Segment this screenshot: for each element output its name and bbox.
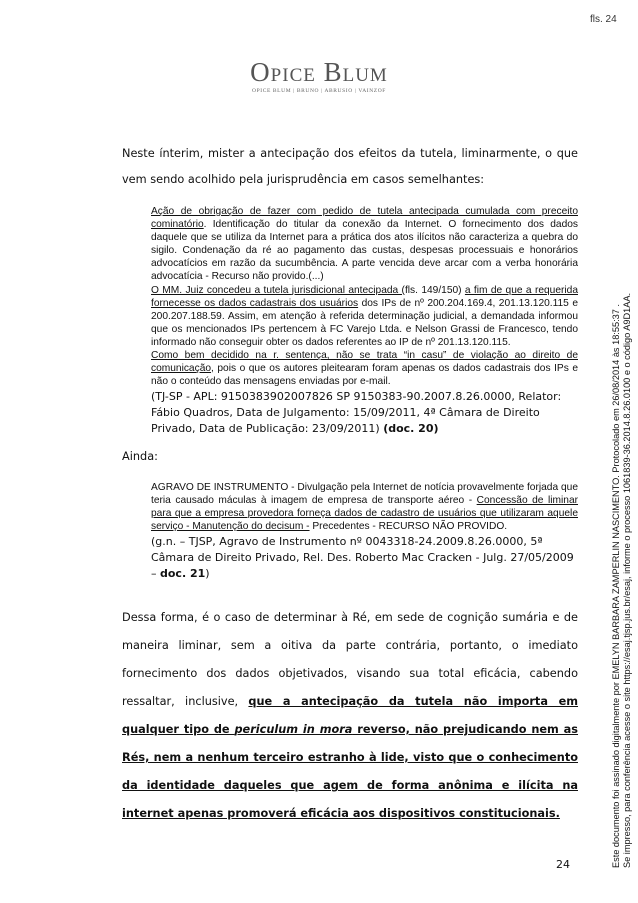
page-number: 24: [556, 858, 570, 871]
logo-subtitle: OPICE BLUM | BRUNO | ABRUSIO | VAINZOF: [252, 88, 386, 94]
quote1-part2-underlined: O MM. Juiz concedeu a tutela jurisdicional antecipada (: [151, 284, 405, 296]
quote1-part3-underlined: Como bem decidido na r. sentença, não se trata “in casu” de violação ao direito de comunicação: [151, 350, 578, 375]
logo-name: Opice Blum: [250, 57, 388, 87]
quote2-part1-text: AGRAVO DE INSTRUMENTO - Divulgação pela Internet de notícia provavelmente forjada que teria causado máculas à imagem de empresa de transporte aéreo -: [151, 482, 578, 507]
conclusion-emphasis-2: reverso, não prejudicando nem as Rés, nem a nenhum terceiro estranho à lide, visto que o conhecimento da identidade daqueles que agem de forma anônima e ilícita na internet apenas promoverá eficácia aos dispositivos constitucionais.: [122, 723, 579, 820]
stamp-line-1: Este documento foi assinado digitalmente por EMELYN BARBARA ZAMPERLIN NASCIMENTO. Protocolado em 26/08/2014 às 18:55:37 .: [611, 304, 621, 868]
quote1-part2-text: dos IPs de nº 200.204.169.4, 201.13.120.115 e 200.207.188.59. Assim, em atenção à referida determinação judicial, a demandada informou que os mencionados IPs pertencem à FC Varejo Ltda. e Nelson Grassi de Francesco, tendo informado não conseguir obter os dados referentes ao IP de nº 201.13.120.115.: [151, 297, 578, 348]
conclusion-emphasis-1: que a antecipação da tutela não importa em qualquer tipo de: [122, 695, 579, 736]
quote1-part3-text: , pois o que os autores pleitearam foram apenas os dados cadastrais dos IPs e não o conteúdo das mensagens enviadas por e-mail.: [151, 363, 578, 388]
firm-logo: [0, 58, 638, 94]
doc-21-reference: doc. 21: [160, 567, 206, 581]
conclusion-emphasis-italic: periculum in mora: [234, 723, 353, 736]
conclusion-paragraph: [122, 604, 578, 828]
quote1-citation: (TJ-SP - APL: 9150383902007826 SP 9150383-90.2007.8.26.0000, Relator: Fábio Quadros, Data de Julgamento: 15/09/2011, 4ª Câmara de Direito Privado, Data de Publicação: 23/09/2011) (doc. 20): [151, 390, 562, 436]
ainda-label: Ainda:: [122, 450, 158, 463]
quote2-part1-rest: Precedentes - RECURSO NÃO PROVIDO.: [309, 521, 508, 533]
digital-signature-stamp: [611, 28, 633, 868]
quote1-part2-mid: fls. 149/150): [404, 284, 465, 296]
stamp-line-2: Se impresso, para conferência acesse o site https://esaj.tjsp.jus.br/esaj, informe o processo 1061839-36.2014.8.26.0100 e o código A9D1AA.: [622, 292, 632, 868]
intro-paragraph: Neste ínterim, mister a antecipação dos efeitos da tutela, liminarmente, o que vem sendo acolhido pela jurisprudência em casos semelhantes:: [122, 147, 578, 186]
quote2-citation: (g.n. – TJSP, Agravo de Instrumento nº 0043318-24.2009.8.26.0000, 5ª Câmara de Direito Privado, Rel. Des. Roberto Mac Cracken - Julg. 27/05/2009 – doc. 21): [151, 535, 574, 581]
quote1-part2-underlined-2: a fim de que a requerida fornecesse os dados cadastrais dos usuários: [151, 284, 578, 309]
quote1-part1-underlined: Ação de obrigação de fazer com pedido de tutela antecipada cumulada com preceito cominatório: [151, 206, 578, 231]
case-quote-2: [151, 481, 578, 582]
quote2-part1-underlined: Concessão de liminar para que a empresa provedora forneça dados de cadastro de usuários que utilizaram aquele serviço - Manutenção do decisum -: [151, 495, 579, 533]
conclusion-text: Dessa forma, é o caso de determinar à Ré, em sede de cognição sumária e de maneira liminar, sem a oitiva da parte contrária, portanto, o imediato fornecimento dos dados objetivados, visando sua total eficácia, cabendo ressaltar, inclusive,: [122, 611, 578, 708]
quote1-part1-text: . Identificação do titular da conexão da Internet. O fornecimento dos dados daquele que se utiliza da Internet para a prática dos atos ilícitos não caracteriza a quebra do sigilo. Condenação da ré ao pagamento das custas, despesas processuais e honorários advocatícios em razão da sucumbência. A parte vencida deve arcar com a verba honorária advocatícia - Recurso não provido.(...): [151, 219, 578, 283]
folio-number: fls. 24: [590, 14, 617, 25]
case-quote-1: [151, 205, 578, 437]
doc-20-reference: (doc. 20): [383, 422, 439, 436]
